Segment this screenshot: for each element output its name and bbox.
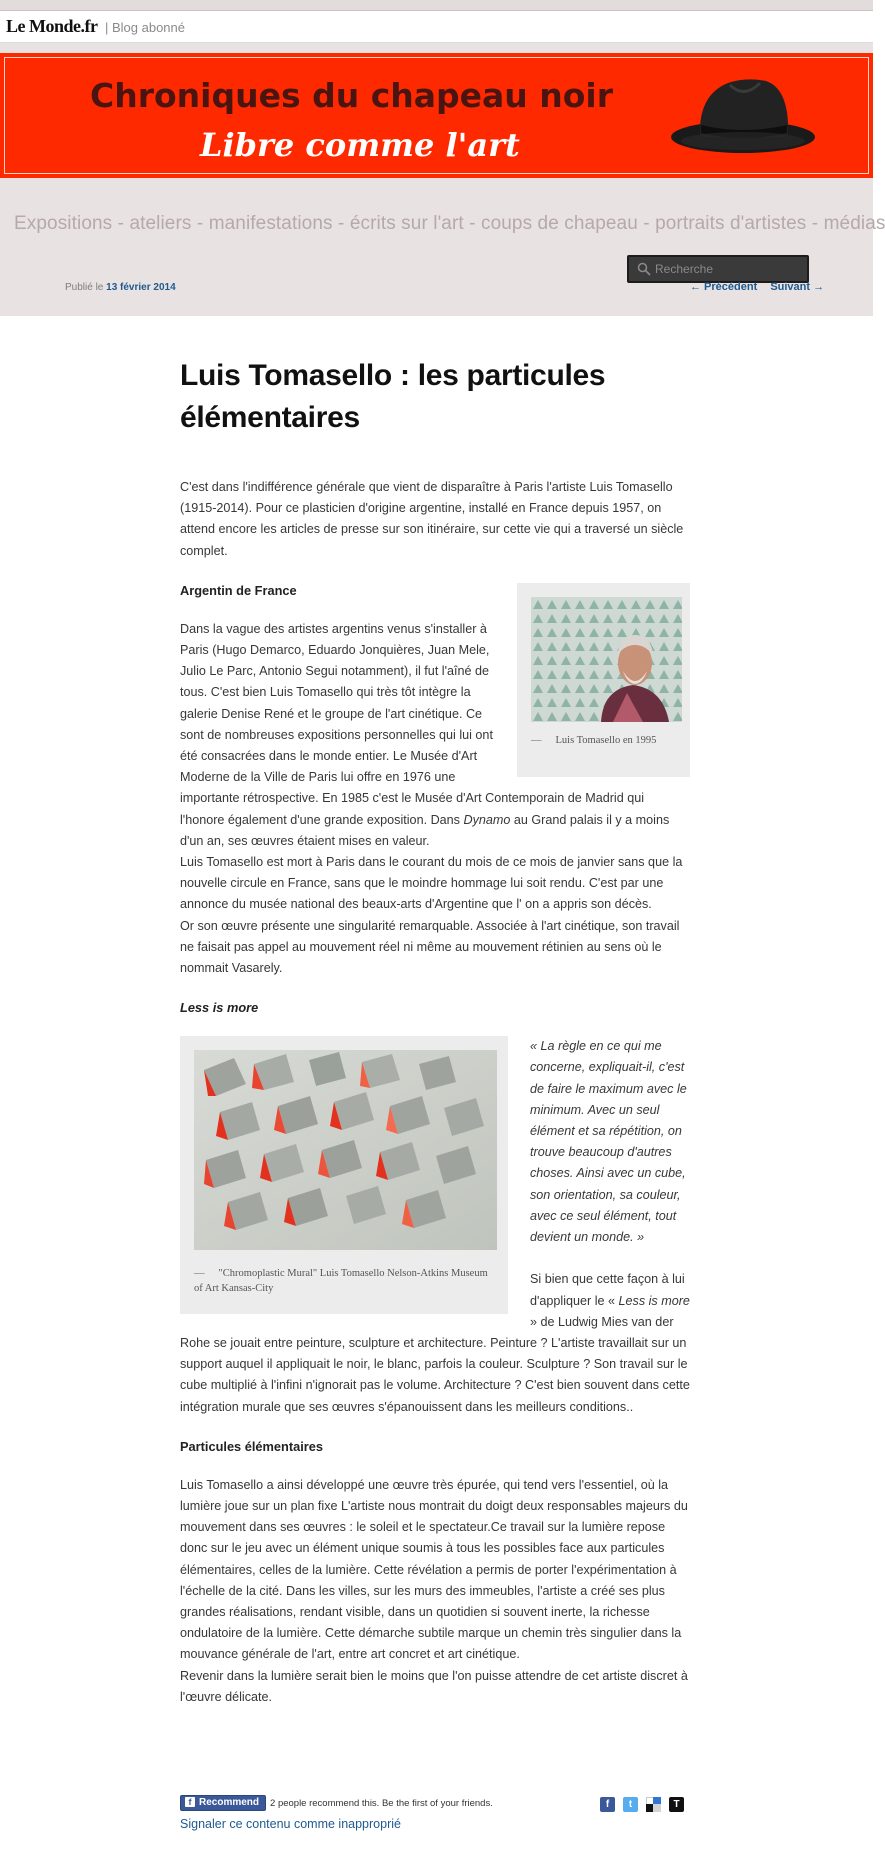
section-heading-less-is-more: Less is more [180, 1000, 259, 1016]
nav-separator: - [463, 213, 481, 234]
previous-post-link[interactable]: ← Précédent [690, 281, 758, 293]
blog-banner[interactable] [0, 53, 873, 178]
black-hat-icon [668, 65, 818, 165]
facebook-share-icon[interactable]: f [600, 1797, 615, 1812]
category-nav [14, 213, 885, 235]
nav-separator: - [332, 213, 350, 234]
share-icons [600, 1797, 684, 1812]
t-share-icon[interactable]: T [669, 1797, 684, 1812]
figure2-caption: — "Chromoplastic Mural" Luis Tomasello Nelson-Atkins Museum of Art Kansas-City [194, 1268, 488, 1295]
nav-item-coups-de-chapeau[interactable]: coups de chapeau [480, 213, 638, 234]
post-navigation [680, 281, 824, 293]
report-content-link[interactable]: Signaler ce contenu comme inapproprié [180, 1817, 401, 1831]
section1-paragraph3: Or son œuvre présente une singularité remarquable. Associée à l'art cinétique, son travail ne faisait pas appel au mouvement réel ni même au mouvement rétinien au sens où le nommait Vasarely. [180, 918, 680, 976]
delicious-share-icon[interactable] [646, 1797, 661, 1812]
nav-item-ecrits[interactable]: écrits sur l'art [349, 213, 464, 234]
figure1-caption: — Luis Tomasello en 1995 [531, 734, 657, 746]
nav-item-ateliers[interactable]: ateliers [129, 213, 192, 234]
published-date-link[interactable]: 13 février 2014 [106, 282, 176, 293]
nav-item-medias[interactable]: médias [823, 213, 885, 234]
section2-paragraph: Si bien que cette façon à lui d'appliquer le « Less is more » de Ludwig Mies van der Rohe se jouait entre peinture, sculpture et architecture. Peinture ? L'artiste travaillait sur un support auquel il appliquait le noir, le blanc, parfois la couleur. Sculpture ? Son travail sur le cube multiplié à l'infini n'ignorait pas le volume. Architecture ? C'est bien souvent dans cette intégration murale que ses œuvres s'épanouissent dans les meilleurs conditions.. [180, 1272, 690, 1414]
section-heading-argentin: Argentin de France [180, 582, 297, 598]
section3-paragraph2: Revenir dans la lumière serait bien le moins que l'on puisse attendre de cet artiste discret à l'œuvre délicate. [180, 1668, 688, 1704]
figure-tomasello-portrait [517, 583, 690, 777]
facebook-icon: f [185, 1797, 195, 1807]
nav-separator: - [637, 213, 656, 234]
twitter-share-icon[interactable]: t [623, 1797, 638, 1812]
nav-item-portraits[interactable]: portraits d'artistes [655, 213, 807, 234]
article [180, 355, 690, 1708]
section-argentin [180, 583, 690, 979]
facebook-recommend [180, 1795, 493, 1811]
post-date [65, 282, 176, 293]
section-heading-particules: Particules élémentaires [180, 1438, 323, 1454]
artist-quote: « La règle en ce qui me concerne, expliquait-il, c'est de faire le maximum avec le minimum. Avec un seul élément et sa répétition, on trouve beaucoup d'autres choses. Ainsi avec un cube, son orientation, sa couleur, avec ce seul élément, tout devient un monde. » [530, 1039, 687, 1245]
nav-separator: - [191, 213, 209, 234]
section3-paragraph1: Luis Tomasello a ainsi développé une œuvre très épurée, qui tend vers l'essentiel, où la lumière joue sur un plan fixe L'artiste nous montrait du doigt deux responsables majeurs du mouvement dans ses œuvres : le soleil et le spectateur.Ce travail sur la lumière repose donc sur le jeu avec un élément unique soumis à tous les possibles face aux particules élémentaires, celles de la lumière. Cette révélation a permis de porter l'expérimentation à l'échelle de la cité. Dans les villes, sur les murs des immeubles, l'artiste a créé ses plus grandes réalisations, rendant visible, dans un quotidien si souvent inerte, la richesse ondulatoire de la lumière. Cette démarche subtile marque un chemin très singulier dans la mouvance générale de l'art, entre art concret et art cinétique. [180, 1477, 688, 1662]
nav-item-expositions[interactable]: Expositions [14, 213, 113, 234]
article-intro: C'est dans l'indifférence générale que vient de disparaître à Paris l'artiste Luis Tomasello (1915-2014). Pour ce plasticien d'origine argentine, installé en France depuis 1957, on attend encore les articles de presse sur son itinéraire, sur cette vie qui a traversé un siècle complet. [180, 480, 684, 558]
banner-subtitle: Libre comme l'art [200, 126, 520, 164]
search-icon [637, 262, 651, 276]
window-top-strip [0, 0, 873, 11]
nav-item-manifestations[interactable]: manifestations [208, 213, 333, 234]
next-post-link[interactable]: Suivant → [770, 281, 825, 293]
nav-separator: - [806, 213, 824, 234]
search-box [627, 255, 809, 283]
section-less-is-more [180, 1036, 690, 1417]
le-monde-logo[interactable]: Le Monde.fr [6, 16, 98, 36]
section1-paragraph1: Dans la vague des artistes argentins venus s'installer à Paris (Hugo Demarco, Eduardo Jonquières, Juan Mele, Julio Le Parc, Antonio Segui notamment), il fut l'aîné de tous. C'est bien Luis Tomasello qui très tôt intègre la galerie Denise René et le groupe de l'art cinétique. Ce sont de nombreuses expositions personnelles qui lui ont été consacrées dans le monde entier. Le Musée d'Art Moderne de la Ville de Paris lui offre en 1976 une importante rétrospective. En 1985 c'est le Musée d'Art Contemporain de Madrid qui l'honore également d'une grande exposition. Dans Dynamo au Grand palais il y a moins d'un an, ses œuvres étaient mises en valeur. [180, 621, 670, 848]
tomasello-portrait-image[interactable] [531, 597, 682, 722]
recommend-count-text: 2 people recommend this. Be the first of your friends. [270, 1797, 493, 1809]
nav-separator: - [112, 213, 130, 234]
search-input[interactable] [653, 259, 805, 279]
banner-title: Chroniques du chapeau noir [90, 76, 614, 115]
blog-abonne-label: | Blog abonné [105, 20, 185, 35]
section1-paragraph2: Luis Tomasello est mort à Paris dans le courant du mois de ce mois de janvier sans que la nouvelle circule en France, sans que le moindre hommage lui soit rendu. C'est par une annonce du musée national des beaux-arts d'Argentine que l' on a appris son décès. [180, 855, 683, 912]
published-prefix: Publié le [65, 282, 104, 293]
chromoplastic-mural-image[interactable] [194, 1050, 497, 1250]
top-bar [0, 11, 873, 43]
article-title: Luis Tomasello : les particules élémentaires [180, 359, 606, 434]
recommend-button[interactable]: f Recommend [180, 1795, 266, 1811]
figure-chromoplastic-mural [180, 1036, 508, 1314]
